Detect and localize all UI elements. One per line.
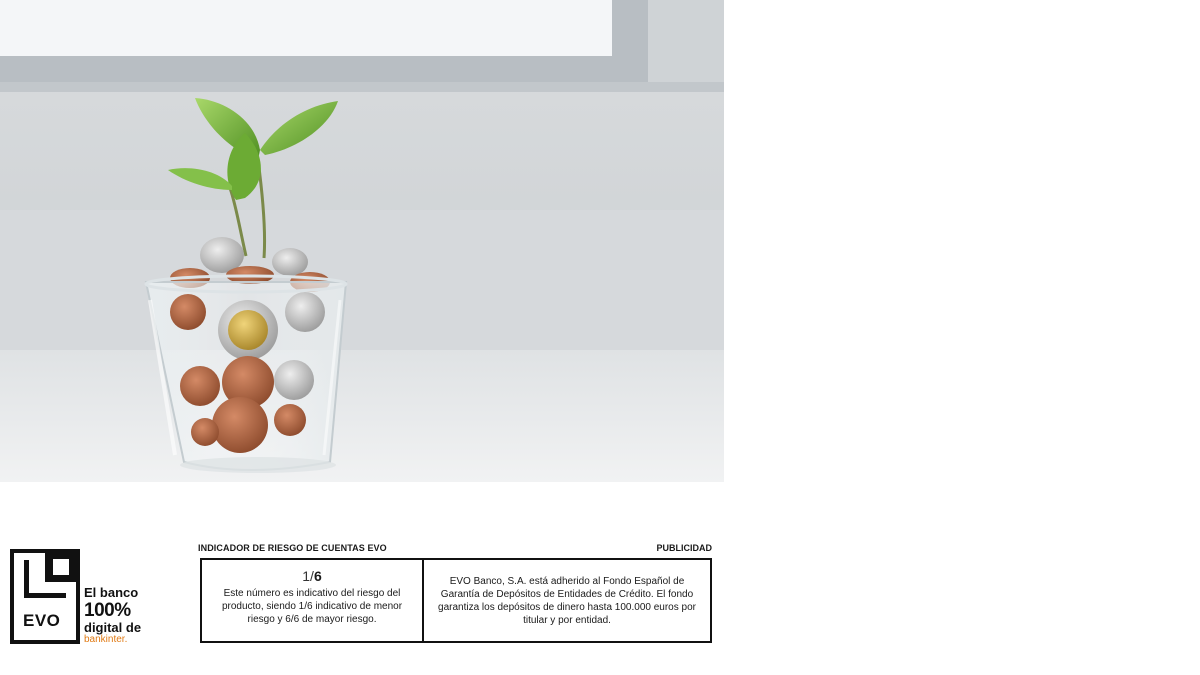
hero-image <box>0 0 724 482</box>
risk-score-numerator: 1/ <box>302 568 314 584</box>
risk-score-denominator: 6 <box>313 568 322 584</box>
tagline-line-1: El banco <box>84 585 139 600</box>
bankinter-wordmark: bankinter. <box>84 634 128 645</box>
risk-score <box>202 570 422 583</box>
evo-wordmark: EVO <box>23 611 61 630</box>
tagline-line-2: 100% <box>84 600 131 621</box>
deposit-guarantee-text: EVO Banco, S.A. está adherido al Fondo Español de Garantía de Depósitos de Entidades de Crédito. El fondo garantiza los depósitos de dinero hasta 100.000 euros por titular y por entidad. <box>438 576 696 626</box>
risk-score-cell <box>202 560 424 641</box>
risk-score-description: Este número es indicativo del riesgo del producto, siendo 1/6 indicativo de menor riesgo y 6/6 de mayor riesgo. <box>221 588 403 625</box>
advertising-label: PUBLICIDAD <box>656 543 712 553</box>
tagline-line-3: digital de <box>84 620 142 635</box>
risk-indicator-title: INDICADOR DE RIESGO DE CUENTAS EVO <box>198 543 387 553</box>
risk-indicator-box <box>200 558 712 643</box>
evo-bankinter-logo <box>10 549 150 645</box>
brand-tagline <box>84 586 141 645</box>
